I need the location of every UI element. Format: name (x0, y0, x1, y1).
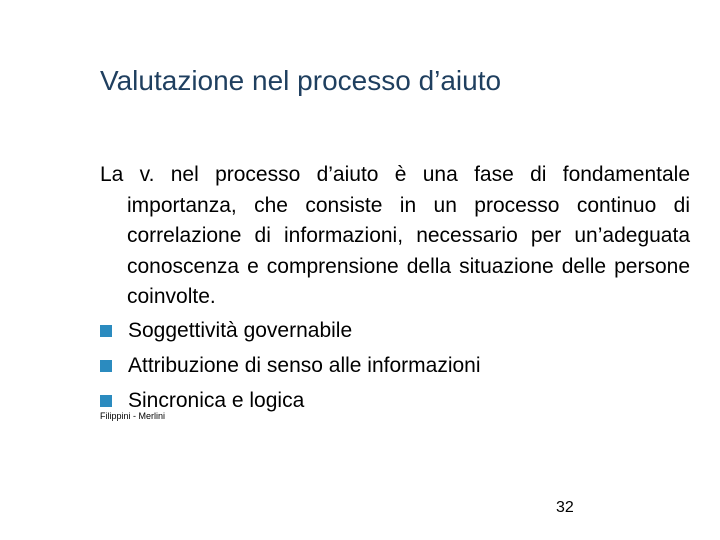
footer-author: Filippini - Merlini (100, 411, 166, 421)
square-bullet-icon (100, 360, 112, 372)
bullet-item (100, 383, 690, 418)
slide-body (100, 160, 690, 418)
slide-title: Valutazione nel processo d’aiuto (100, 65, 502, 96)
bullet-text: Soggettività governabile (128, 318, 353, 342)
square-bullet-icon (100, 395, 112, 407)
bullet-text: Attribuzione di senso alle informazioni (128, 353, 481, 377)
bullet-text: Sincronica e logica (128, 388, 305, 412)
square-bullet-icon (100, 325, 112, 337)
intro-paragraph: La v. nel processo d’aiuto è una fase di fondamentale importanza, che consiste in un processo continuo di correlazione di informazioni, necessario per un’adeguata conoscenza e comprensione della situazione delle persone coinvolte. (100, 163, 690, 308)
bullet-list (100, 313, 690, 418)
page-number: 32 (556, 499, 574, 516)
bullet-item (100, 348, 690, 383)
bullet-item (100, 313, 690, 348)
